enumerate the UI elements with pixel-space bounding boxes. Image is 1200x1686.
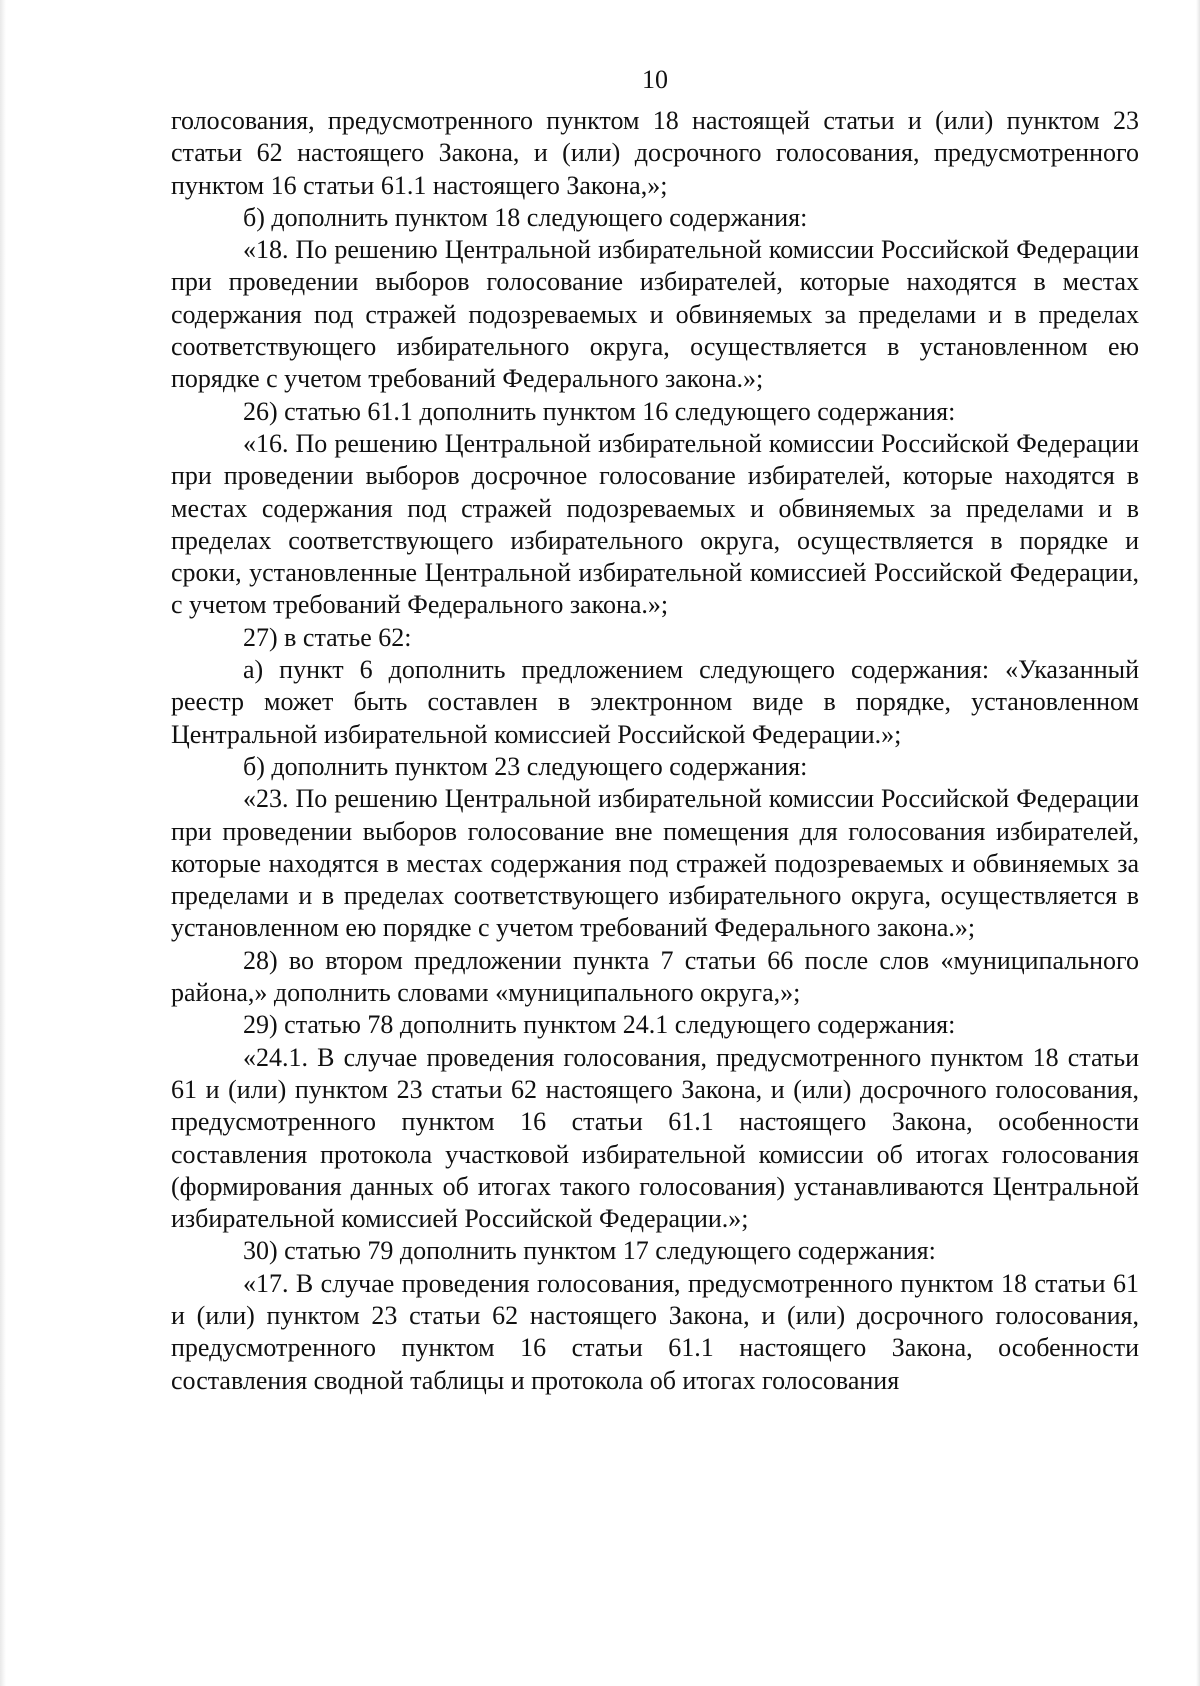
document-paragraph: «18. По решению Центральной избирательной комиссии Российской Федерации при проведении выборов голосование избирателей, которые находятся в местах содержания под стражей подозреваемых и обвиняемых за пределами и в пределах соответствующего избирательного округа, осуществляется в установленном ею порядке с учетом требований Федерального закона.»; bbox=[171, 235, 1139, 394]
document-paragraph: «23. По решению Центральной избирательной комиссии Российской Федерации при проведении выборов голосование вне помещения для голосования избирателей, которые находятся в местах содержания под стражей подозреваемых и обвиняемых за пределами и в пределах соответствующего избирательного округа, осуществляется в установленном ею порядке с учетом требований Федерального закона.»; bbox=[171, 784, 1139, 943]
document-page bbox=[171, 64, 1139, 1397]
document-paragraph: 29) статью 78 дополнить пунктом 24.1 следующего содержания: bbox=[243, 1010, 956, 1040]
document-paragraph: 30) статью 79 дополнить пунктом 17 следующего содержания: bbox=[243, 1236, 936, 1266]
document-paragraph: б) дополнить пунктом 23 следующего содержания: bbox=[243, 751, 808, 781]
document-paragraph: 26) статью 61.1 дополнить пунктом 16 следующего содержания: bbox=[243, 396, 956, 426]
scan-edge-left bbox=[0, 0, 6, 1686]
document-paragraph: «24.1. В случае проведения голосования, предусмотренного пунктом 18 статьи 61 и (или) пунктом 23 статьи 62 настоящего Закона, и (или) досрочного голосования, предусмотренного пунктом 16 статьи 61.1 настоящего Закона, особенности составления протокола участковой избирательной комиссии об итогах голосования (формирования данных об итогах такого голосования) устанавливаются Центральной избирательной комиссией Российской Федерации.»; bbox=[171, 1042, 1139, 1234]
document-paragraph: «16. По решению Центральной избирательной комиссии Российской Федерации при проведении выборов досрочное голосование избирателей, которые находятся в местах содержания под стражей подозреваемых и обвиняемых за пределами и в пределах соответствующего избирательного округа, осуществляется в порядке и сроки, установленные Центральной избирательной комиссией Российской Федерации, с учетом требований Федерального закона.»; bbox=[171, 428, 1139, 620]
document-body bbox=[171, 105, 1139, 1397]
document-paragraph: 28) во втором предложении пункта 7 статьи 66 после слов «муниципального района,» дополнить словами «муниципального округа,»; bbox=[171, 945, 1139, 1008]
document-paragraph: 27) в статье 62: bbox=[243, 622, 412, 652]
page-number: 10 bbox=[642, 65, 668, 94]
document-paragraph: б) дополнить пунктом 18 следующего содержания: bbox=[243, 202, 808, 232]
document-paragraph: голосования, предусмотренного пунктом 18 настоящей статьи и (или) пунктом 23 статьи 62 настоящего Закона, и (или) досрочного голосования, предусмотренного пунктом 16 статьи 61.1 настоящего Закона,»; bbox=[171, 106, 1139, 200]
document-paragraph: «17. В случае проведения голосования, предусмотренного пунктом 18 статьи 61 и (или) пунктом 23 статьи 62 настоящего Закона, и (или) досрочного голосования, предусмотренного пунктом 16 статьи 61.1 настоящего Закона, особенности составления сводной таблицы и протокола об итогах голосования bbox=[171, 1268, 1139, 1395]
scan-edge-right bbox=[1196, 0, 1200, 1686]
document-paragraph: а) пункт 6 дополнить предложением следующего содержания: «Указанный реестр может быть составлен в электронном виде в порядке, установленном Центральной избирательной комиссией Российской Федерации.»; bbox=[171, 655, 1139, 749]
